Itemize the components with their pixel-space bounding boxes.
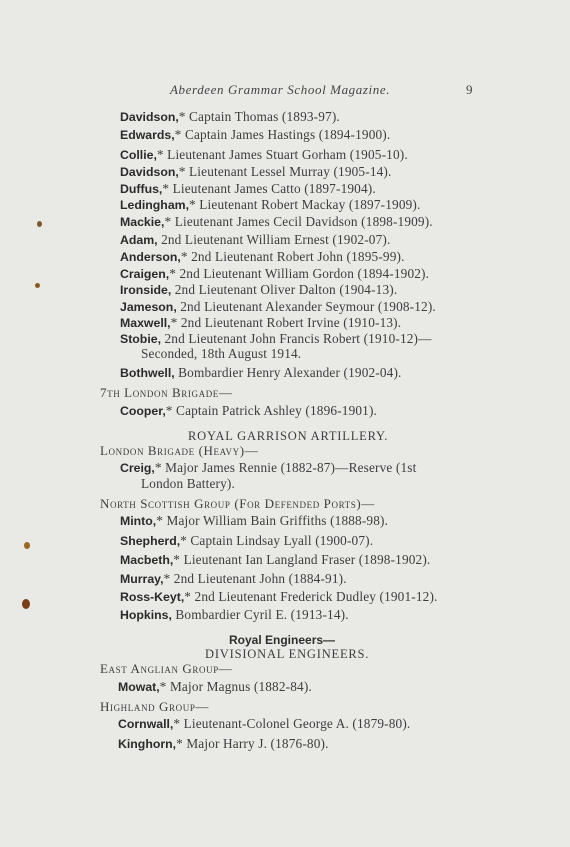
ink-spot bbox=[24, 542, 30, 549]
entry-name: Cornwall, bbox=[118, 717, 174, 731]
entry-name: Jameson, bbox=[120, 300, 177, 314]
entry-detail: 2nd Lieutenant Alexander Seymour (1908-12). bbox=[176, 299, 436, 314]
section-heading: London Brigade (Heavy)— bbox=[100, 443, 259, 458]
entry-line bbox=[120, 570, 347, 588]
section-heading: Highland Group— bbox=[100, 699, 210, 714]
section-title: Royal Engineers— bbox=[229, 633, 336, 647]
entry-detail: * Lieutenant-Colonel George A. (1879-80). bbox=[173, 716, 411, 731]
entry-line bbox=[118, 678, 312, 696]
ink-spot bbox=[22, 599, 30, 609]
entry-name: Davidson, bbox=[120, 165, 179, 179]
entry-line bbox=[118, 715, 410, 733]
page-header: Aberdeen Grammar School Magazine. bbox=[170, 82, 391, 97]
entry-detail: 2nd Lieutenant William Ernest (1902-07). bbox=[157, 232, 391, 247]
entry-detail: 2nd Lieutenant Oliver Dalton (1904-13). bbox=[171, 282, 398, 297]
ink-spot bbox=[35, 283, 40, 288]
entry-name: Ledingham, bbox=[120, 198, 190, 212]
entry-line bbox=[120, 402, 377, 420]
entry-name: Hopkins, bbox=[120, 608, 172, 622]
entry-line bbox=[120, 108, 340, 126]
entry-detail: * Captain Lindsay Lyall (1900-07). bbox=[180, 533, 374, 548]
entry-continuation: London Battery). bbox=[141, 476, 235, 491]
entry-line bbox=[120, 126, 390, 144]
entry-line bbox=[120, 231, 390, 249]
entry-name: Stobie, bbox=[120, 332, 161, 346]
entry-name: Adam, bbox=[120, 233, 158, 247]
entry-name: Collie, bbox=[120, 148, 157, 162]
entry-name: Ironside, bbox=[120, 283, 172, 297]
entry-name: Ross-Keyt, bbox=[120, 590, 185, 604]
section-title: ROYAL GARRISON ARTILLERY. bbox=[188, 429, 389, 443]
entry-name: Mackie, bbox=[120, 215, 165, 229]
entry-detail: * Lieutenant James Catto (1897-1904). bbox=[162, 181, 376, 196]
section-heading: 7th London Brigade— bbox=[100, 385, 233, 400]
entry-line bbox=[120, 588, 438, 606]
entry-detail: * 2nd Lieutenant Frederick Dudley (1901-12). bbox=[184, 589, 438, 604]
entry-detail: * Major Magnus (1882-84). bbox=[159, 679, 312, 694]
entry-name: Davidson, bbox=[120, 110, 179, 124]
entry-name: Duffus, bbox=[120, 182, 163, 196]
entry-detail: * Major Harry J. (1876-80). bbox=[176, 736, 329, 751]
entry-detail: * 2nd Lieutenant Robert John (1895-99). bbox=[180, 249, 405, 264]
entry-detail: * Lieutenant Ian Langland Fraser (1898-1902). bbox=[173, 552, 431, 567]
entry-name: Macbeth, bbox=[120, 553, 174, 567]
entry-detail: * Captain Thomas (1893-97). bbox=[178, 109, 340, 124]
entry-name: Kinghorn, bbox=[118, 737, 177, 751]
entry-line bbox=[120, 606, 349, 624]
entry-detail: * Major James Rennie (1882-87)—Reserve (1st bbox=[154, 460, 417, 475]
entry-continuation: Seconded, 18th August 1914. bbox=[141, 346, 302, 361]
entry-line bbox=[120, 196, 420, 214]
entry-detail: * Lieutenant Lessel Murray (1905-14). bbox=[178, 164, 392, 179]
entry-line bbox=[120, 281, 397, 299]
section-subtitle: DIVISIONAL ENGINEERS. bbox=[205, 647, 370, 661]
entry-name: Shepherd, bbox=[120, 534, 181, 548]
entry-line bbox=[120, 163, 391, 181]
entry-name: Anderson, bbox=[120, 250, 181, 264]
entry-name: Mowat, bbox=[118, 680, 160, 694]
entry-name: Minto, bbox=[120, 514, 157, 528]
entry-detail: Bombardier Cyril E. (1913-14). bbox=[171, 607, 349, 622]
entry-line bbox=[120, 551, 430, 569]
entry-name: Cooper, bbox=[120, 404, 166, 418]
entry-detail: * 2nd Lieutenant William Gordon (1894-1902). bbox=[169, 266, 430, 281]
entry-name: Bothwell, bbox=[120, 366, 175, 380]
entry-line bbox=[120, 213, 433, 231]
entry-name: Edwards, bbox=[120, 128, 175, 142]
entry-line bbox=[120, 532, 373, 550]
entry-detail: * Captain James Hastings (1894-1900). bbox=[174, 127, 391, 142]
page-number: 9 bbox=[466, 82, 473, 97]
entry-line bbox=[120, 364, 402, 382]
ink-spot bbox=[37, 221, 42, 227]
entry-detail: * Lieutenant James Cecil Davidson (1898-1909). bbox=[164, 214, 433, 229]
entry-name: Maxwell, bbox=[120, 316, 171, 330]
entry-detail: * 2nd Lieutenant John (1884-91). bbox=[163, 571, 347, 586]
entry-detail: * Lieutenant James Stuart Gorham (1905-10). bbox=[156, 147, 408, 162]
entry-detail: * Major William Bain Griffiths (1888-98). bbox=[156, 513, 389, 528]
entry-line bbox=[120, 512, 388, 530]
entry-detail: * Captain Patrick Ashley (1896-1901). bbox=[165, 403, 378, 418]
entry-detail: * 2nd Lieutenant Robert Irvine (1910-13). bbox=[170, 315, 402, 330]
section-heading: North Scottish Group (For Defended Ports)— bbox=[100, 496, 375, 511]
entry-line bbox=[118, 735, 329, 753]
entry-line bbox=[120, 146, 408, 164]
section-heading: East Anglian Group— bbox=[100, 661, 233, 676]
entry-line bbox=[120, 248, 405, 266]
entry-name: Creig, bbox=[120, 461, 155, 475]
entry-name: Craigen, bbox=[120, 267, 170, 281]
entry-detail: * Lieutenant Robert Mackay (1897-1909). bbox=[189, 197, 421, 212]
entry-name: Murray, bbox=[120, 572, 164, 586]
entry-detail: Bombardier Henry Alexander (1902-04). bbox=[174, 365, 402, 380]
entry-detail: 2nd Lieutenant John Francis Robert (1910-12)— bbox=[161, 331, 432, 346]
